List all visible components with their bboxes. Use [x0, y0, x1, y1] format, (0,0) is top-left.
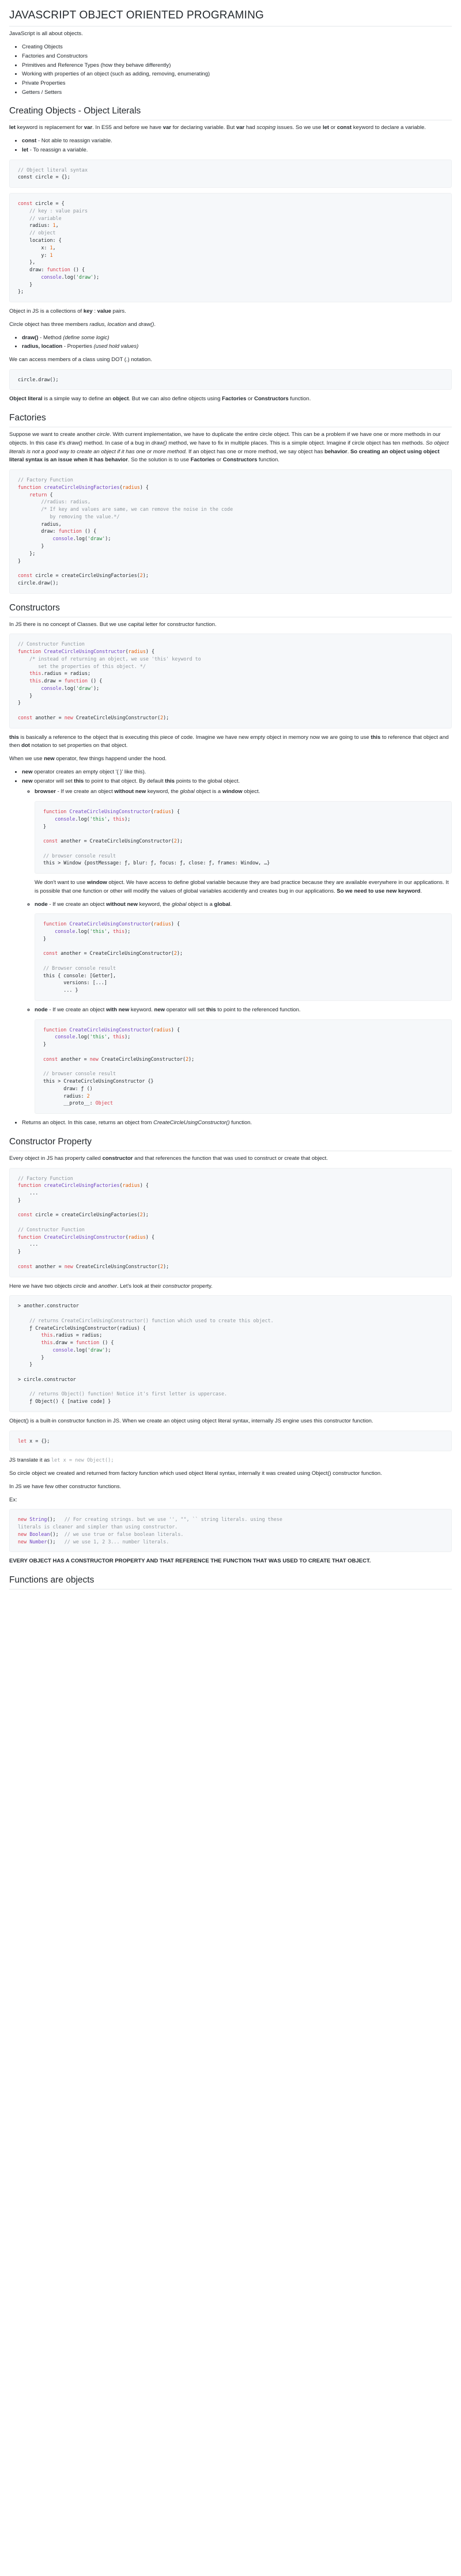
section-heading-factories: Factories — [9, 411, 452, 427]
code-block-circle-object: const circle = { // key : value pairs // variable radius: 1, // object location: { x: 1, y: 1 }, draw: function () { console.log('draw'); } }; — [9, 193, 452, 302]
let-var-paragraph: let keyword is replacement for var. In ES5 and before we have var for declaring variable. But var had scoping issues. So we use let or const keyword to declare a variable. — [9, 124, 426, 131]
code-block-circle-draw: circle.draw(); — [9, 369, 452, 390]
toc-item: • Private Properties — [22, 79, 452, 88]
toc-item: • Factories and Constructors — [22, 52, 452, 61]
toc-list — [9, 43, 452, 97]
key-value-paragraph: Object in JS is a collections of key : value pairs. — [9, 308, 126, 315]
code-block-constructor-function: // Constructor Function function CreateCircleUsingConstructor(radius) { /* instead of returning an object, we use 'this' keyword to set the properties of this object. */ this.radius = radius; this.draw = function () { console.log('draw'); } } const another = new CreateCircleUsingConstructor(2); — [9, 633, 452, 728]
section-heading-constructors: Constructors — [9, 601, 452, 617]
list-item: • radius, location - Properties (used hold values) — [22, 343, 452, 351]
environment-list — [22, 788, 452, 1114]
toc-item: • Creating Objects — [22, 43, 452, 52]
list-item: • Returns an object. In this case, returns an object from CreateCircleUsingConstructor() function. — [22, 1119, 452, 1128]
translate-paragraph: JS translate it as let x = new Object(); — [9, 1457, 114, 1464]
list-item: • const - Not able to reassign variable. — [22, 137, 452, 146]
section-heading-functions-objects: Functions are objects — [9, 1573, 452, 1589]
other-constructors-paragraph: In JS we have few other constructor functions. — [9, 1483, 122, 1490]
list-item: • new operator will set this to point to that object. By default this points to the global object. ◦ browser - If we create an object without new keyword, the global object is a window object. function CreateCircleUsingConstructor(radius) { console.log('this', this); } const another = CreateCircleUsingConstructor(2); // browser console result this > Window {postMessage: ƒ, blur: ƒ, focus: ƒ, close: ƒ, frames: Window, …} We don't want to use window object. We have access to define global variable because they are bad practice because they are available everywhere in our applications. It is possible that one function or other will modify the values of global variables accidently and creates bug in our applications. So we need to use new keyword. ◦ node - If we create an object without new keyword, the global object is a global. function CreateCircleUsingConstructor(radius) { console.log('this', this); } const another = CreateCircleUsingConstructor(2); // Browser console result this { console: [Getter], versions: [...] ... } ◦ node - If we create an object with new keyword. new operator will set this to point to the referenced function. function CreateCircleUsingConstructor(radius) { console.log('this', this); } const another = new CreateCircleUsingConstructor(2); // browser console result this > CreateCircleUsingConstructor {} draw: ƒ () radius: 2 __proto__: Object — [22, 777, 452, 1114]
dot-notation-paragraph: We can access members of a class using DOT (.) notation. — [9, 356, 152, 363]
list-item-browser: ◦ browser - If we create an object without new keyword, the global object is a window object. function CreateCircleUsingConstructor(radius) { console.log('this', this); } const another = CreateCircleUsingConstructor(2); // browser console result this > Window {postMessage: ƒ, blur: ƒ, focus: ƒ, close: ƒ, frames: Window, …} We don't want to use window object. We have access to define global variable because they are bad practice because they are available everywhere in our applications. It is possible that one function or other will modify the values of global variables accidently and creates bug in our applications. So we need to use new keyword. — [35, 788, 452, 896]
factories-paragraph: Suppose we want to create another circle. With current implementation, we have to duplicate the entire circle object. This can be a problem if we have one or more methods in our objects. In this case it's draw() method. In case of a bug in draw() method, we have to fix in multiple places. This is a simple object. Imagine if circle object has ten methods. So object literals is not a good way to create an object if it has one or more method. If an object has one or more method, we say object has behavior. So creating an object using object literal syntax is an issue when it has behavior. So the solution is to use Factories or Constructors function. — [9, 431, 449, 464]
constructor-property-intro: Every object in JS has property called constructor and that references the function that was used to construct or create that object. — [9, 1155, 328, 1162]
new-operator-list — [9, 768, 452, 1128]
object-constructor-paragraph: So circle object we created and returned from factory function which used object literal syntax, internally it was created using Object() constructor function. — [9, 1470, 382, 1477]
object-literal-paragraph: Object literal is a simple way to define an object. But we can also define objects using Factories or Constructors function. — [9, 396, 311, 403]
new-operator-paragraph: When we use new operator, few things happend under the hood. — [9, 756, 167, 762]
object-builtin-paragraph: Object() is a built-in constructor function in JS. When we create an object using object literal syntax, internally JS engine uses this constructor function. — [9, 1417, 373, 1424]
list-item: • new operator creates an empty object '{ }' like this). — [22, 768, 452, 777]
toc-item: • Primitives and Reference Types (how they behave differently) — [22, 62, 452, 70]
list-item: • draw() - Method (define some logic) — [22, 334, 452, 343]
code-block-factory-function: // Factory Function function createCircleUsingFactories(radius) { return { //radius: radius, /* If key and values are same, we can remove the noise in the code by removing the value.*/ radius, draw: function () { console.log('draw'); } }; } const circle = createCircleUsingFactories(2); circle.draw(); — [9, 469, 452, 593]
code-block-let-x: let x = {}; — [9, 1431, 452, 1452]
list-item-node: ◦ node - If we create an object without new keyword, the global object is a global. function CreateCircleUsingConstructor(radius) { console.log('this', this); } const another = CreateCircleUsingConstructor(2); // Browser console result this { console: [Getter], versions: [...] ... } — [35, 901, 452, 1001]
toc-item: • Working with properties of an object (such as adding, removing, enumerating) — [22, 70, 452, 79]
code-block-browser-this: function CreateCircleUsingConstructor(radius) { console.log('this', this); } const another = CreateCircleUsingConstructor(2); // browser console result this > Window {postMessage: ƒ, blur: ƒ, focus: ƒ, close: ƒ, frames: Window, …} — [35, 801, 452, 874]
code-block-node-this: function CreateCircleUsingConstructor(radius) { console.log('this', this); } const another = CreateCircleUsingConstructor(2); // Browser console result this { console: [Getter], versions: [...] ... } — [35, 913, 452, 1001]
list-item-node-new: ◦ node - If we create an object with new keyword. new operator will set this to point to the referenced function. function CreateCircleUsingConstructor(radius) { console.log('this', this); } const another = new CreateCircleUsingConstructor(2); // browser console result this > CreateCircleUsingConstructor {} draw: ƒ () radius: 2 __proto__: Object — [35, 1006, 452, 1114]
code-block-constructor-property: // Factory Function function createCircleUsingFactories(radius) { ... } const circle = createCircleUsingFactories(2); // Constructor Function function CreateCircleUsingConstructor(radius) { ... } const another = new CreateCircleUsingConstructor(2); — [9, 1168, 452, 1277]
list-item: • let - To reassign a variable. — [22, 146, 452, 155]
intro-text: JavaScript is all about objects. — [9, 31, 83, 37]
this-paragraph: this is basically a reference to the object that is executing this piece of code. Imagine we have new empty object in memory now we are going to use this to reference that object and then dot notation to set properties on that object. — [9, 734, 449, 749]
page-title: JAVASCRIPT OBJECT ORIENTED PROGRAMING — [9, 7, 452, 26]
example-label: Ex: — [9, 1496, 17, 1503]
code-block-builtin-constructors: new String(); // For creating strings. but we use '', "", `` string literals. using these literals is cleaner and simpler than using constructor. new Boolean(); // we use true or false boolean literals. new Number(); // we use 1, 2 3... number literals. — [9, 1509, 452, 1552]
section-heading-creating-objects: Creating Objects - Object Literals — [9, 104, 452, 120]
toc-item: • Getters / Setters — [22, 89, 452, 97]
members-list — [9, 334, 452, 351]
constructor-summary: EVERY OBJECT HAS A CONSTRUCTOR PROPERTY AND THAT REFERENCE THE FUNCTION THAT WAS USED TO CREATE THAT OBJECT. — [9, 1558, 371, 1565]
code-block-console-constructor: > another.constructor // returns CreateCircleUsingConstructor() function which used to create this object. ƒ CreateCircleUsingConstructor(radius) { this.radius = radius; this.draw = function () { console.log('draw'); } } > circle.constructor // returns Object() function! Notice it's first letter is uppercase. ƒ Object() { [native code] } — [9, 1295, 452, 1412]
members-paragraph: Circle object has three members radius, location and draw(). — [9, 321, 156, 328]
keyword-list — [9, 137, 452, 154]
code-block-node-new-this: function CreateCircleUsingConstructor(radius) { console.log('this', this); } const another = new CreateCircleUsingConstructor(2); // browser console result this > CreateCircleUsingConstructor {} draw: ƒ () radius: 2 __proto__: Object — [35, 1019, 452, 1114]
code-block-object-literal: // Object literal syntax const circle = {}; — [9, 160, 452, 188]
constructors-intro: In JS there is no concept of Classes. But we use capital letter for constructor function. — [9, 621, 217, 628]
two-objects-paragraph: Here we have two objects circle and another. Let's look at their constructor property. — [9, 1283, 213, 1289]
section-heading-constructor-property: Constructor Property — [9, 1135, 452, 1151]
